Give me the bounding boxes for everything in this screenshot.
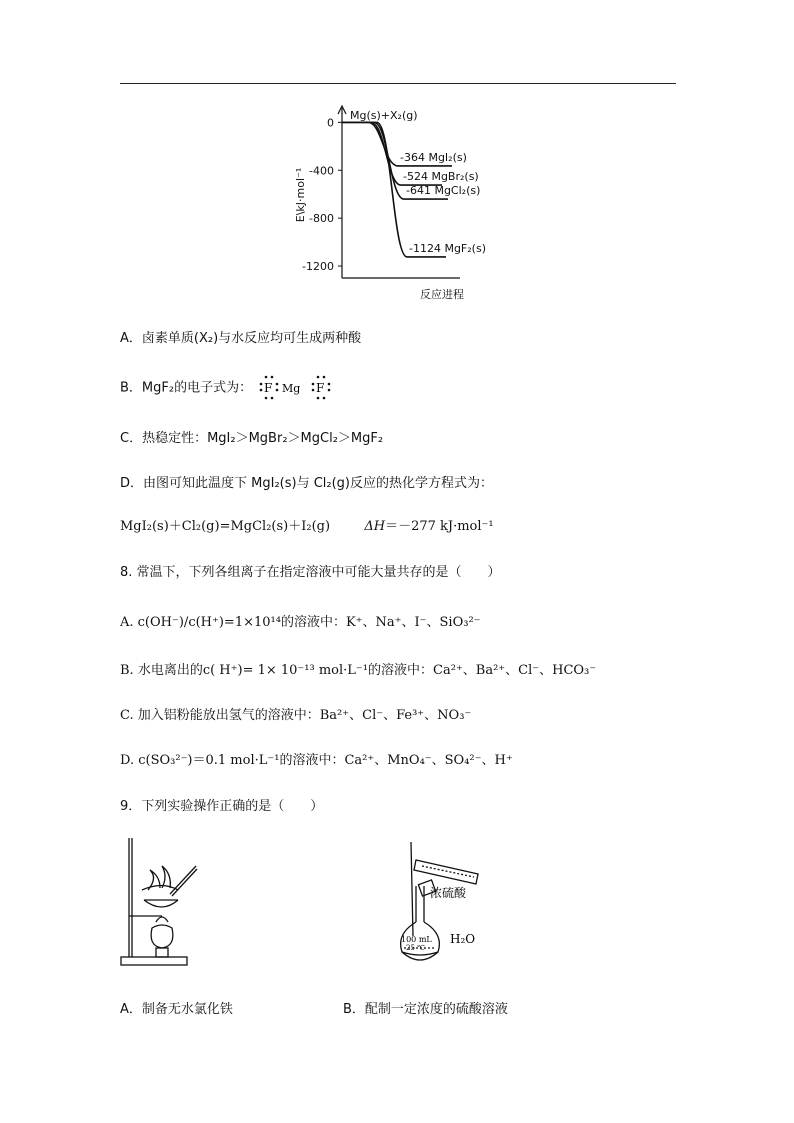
equation-text: MgI₂(s)＋Cl₂(g)=MgCl₂(s)＋I₂(g) <box>120 519 331 534</box>
q9-option-b: B．配制一定浓度的硫酸溶液 <box>343 1002 508 1017</box>
q7-equation <box>120 515 494 534</box>
lewis-f2: F <box>316 381 325 395</box>
q8-option-a: A. c(OH⁻)/c(H⁺)=1×10¹⁴的溶液中：K⁺、Na⁺、I⁻、SiO₃²⁻ <box>120 615 481 630</box>
product-energy-label: -524 MgBr₂(s) <box>403 170 479 184</box>
flask-volume-label: 100 mL <box>401 935 432 944</box>
q9-stem: 9．下列实验操作正确的是（ ） <box>120 799 324 814</box>
delta-h-value: ＝－277 kJ·mol⁻¹ <box>385 519 494 534</box>
lewis-f1: F <box>264 381 273 395</box>
q8-option-b: B. 水电离出的c( H⁺)= 1× 10⁻¹³ mol·L⁻¹的溶液中：Ca²⁺、Ba²⁺、Cl⁻、HCO₃⁻ <box>120 663 597 678</box>
chart-labels <box>350 109 486 255</box>
flask-temperature-label: 25 ℃ <box>406 944 425 952</box>
y-axis-label: E\kJ·mol⁻¹ <box>294 167 307 223</box>
lewis-mg: Mg <box>282 382 301 395</box>
y-tick-label: -400 <box>309 164 334 178</box>
y-tick-label: 0 <box>327 116 334 130</box>
delta-h-label: ΔH <box>364 519 386 534</box>
product-energy-label: -364 MgI₂(s) <box>400 150 467 164</box>
x-axis-label: 反应进程 <box>420 288 464 301</box>
figure-b-dilution-setup <box>392 836 512 968</box>
q8-option-c: C. 加入铝粉能放出氢气的溶液中：Ba²⁺、Cl⁻、Fe³⁺、NO₃⁻ <box>120 708 472 723</box>
product-energy-label: -641 MgCl₂(s) <box>406 184 481 198</box>
mgf2-lewis-structure <box>256 374 338 402</box>
q7-option-d: D．由图可知此温度下 MgI₂(s)与 Cl₂(g)反应的热化学方程式为： <box>120 476 494 491</box>
q7-option-b <box>120 374 338 402</box>
q7-option-a: A．卤素单质(X₂)与水反应均可生成两种酸 <box>120 331 362 346</box>
label-conc-sulfuric-acid: 浓硫酸 <box>430 886 467 900</box>
figure-a-evaporation-setup <box>118 836 198 968</box>
q7-option-c: C．热稳定性：MgI₂＞MgBr₂＞MgCl₂＞MgF₂ <box>120 431 384 446</box>
q9-option-a: A．制备无水氯化铁 <box>120 1002 233 1017</box>
q8-option-d: D. c(SO₃²⁻)＝0.1 mol·L⁻¹的溶液中：Ca²⁺、MnO₄⁻、SO₄²⁻、H⁺ <box>120 753 513 768</box>
header-rule <box>120 83 676 84</box>
product-energy-label: -1124 MgF₂(s) <box>409 241 486 255</box>
energy-chart <box>290 100 520 305</box>
start-state-label: Mg(s)+X₂(g) <box>350 109 418 122</box>
y-tick-label: -1200 <box>302 260 334 274</box>
q8-stem: 8. 常温下，下列各组离子在指定溶液中可能大量共存的是（ ） <box>120 565 501 580</box>
y-tick-label: -800 <box>309 212 334 226</box>
label-water: H₂O <box>450 932 476 946</box>
q7-option-b-text: B．MgF₂的电子式为： <box>120 380 253 396</box>
